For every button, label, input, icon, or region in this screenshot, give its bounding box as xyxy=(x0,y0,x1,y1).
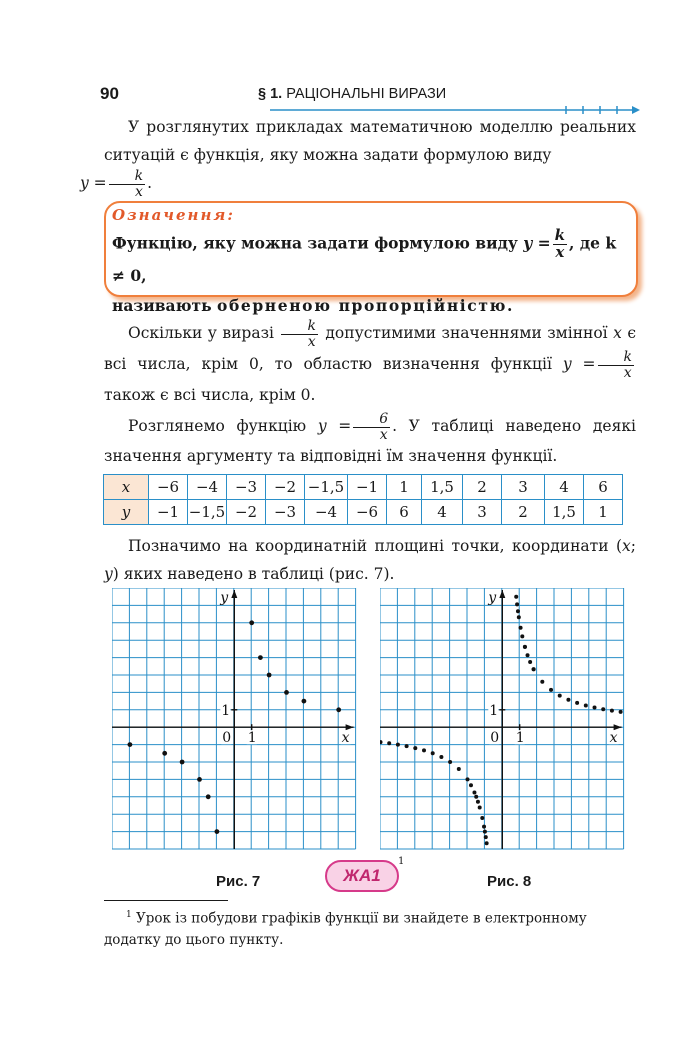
table-cell-x-0: −6 xyxy=(149,475,188,500)
fig8-curve-point-21 xyxy=(514,595,518,599)
intro-fraction xyxy=(109,169,145,199)
fig8-curve-point-6 xyxy=(431,751,435,755)
p4-text-c: ) яких наведено в таблиці (рис. 7). xyxy=(112,565,395,583)
fig8-curve-point-19 xyxy=(472,790,476,794)
zha1-logo-badge[interactable]: ЖА1 xyxy=(325,860,399,892)
domain-paragraph xyxy=(104,318,636,410)
p3-frac-num: 6 xyxy=(353,412,390,428)
fig7-point-7 xyxy=(258,655,263,660)
intro-text: У розглянутих прикладах математичною моделлю реальних ситуацій є функція, яку можна задати формулою виду xyxy=(104,118,636,164)
fig8-curve-point-5 xyxy=(422,748,426,752)
p2-func-den: x xyxy=(623,364,632,381)
fig7-point-6 xyxy=(249,620,254,625)
fig7-point-9 xyxy=(284,690,289,695)
p2-func-lhs: y = xyxy=(562,355,596,374)
definition-frac-den: x xyxy=(555,242,565,261)
table-cell-x-1: −4 xyxy=(188,475,227,500)
table-cell-y-5: −6 xyxy=(348,500,387,525)
fig8-curve-point-2 xyxy=(396,743,400,747)
fig8-curve-point-36 xyxy=(517,615,521,619)
definition-fraction xyxy=(553,228,567,261)
fig8-x-label: x xyxy=(609,730,618,747)
fig8-curve-point-11 xyxy=(474,795,478,799)
fig7-point-5 xyxy=(215,829,220,834)
definition-text-before: Функцію, яку можна задати формулою виду xyxy=(112,233,518,253)
p3-fraction xyxy=(353,412,390,442)
p3-frac-den: x xyxy=(379,426,388,443)
section-title: РАЦІОНАЛЬНІ ВИРАЗИ xyxy=(286,86,447,102)
fig8-curve-point-26 xyxy=(558,694,562,698)
table-cell-x-11: 6 xyxy=(584,475,623,500)
table-cell-y-1: −1,5 xyxy=(188,500,227,525)
table-cell-x-3: −2 xyxy=(266,475,305,500)
table-cell-y-9: 2 xyxy=(502,500,545,525)
fig7-point-11 xyxy=(336,707,341,712)
table-cell-y-10: 1,5 xyxy=(545,500,584,525)
fig7-point-10 xyxy=(302,699,307,704)
fig8-curve-point-0 xyxy=(380,740,383,744)
fig8-curve-point-32 xyxy=(610,709,614,713)
intro-formula-lhs: y = xyxy=(80,174,107,193)
logo-footnote-mark: 1 xyxy=(398,856,405,867)
fig8-curve-point-38 xyxy=(520,634,524,638)
fig7-x-label: x xyxy=(341,730,350,747)
table-cell-y-2: −2 xyxy=(227,500,266,525)
footnote-mark: 1 xyxy=(126,910,132,920)
fig8-curve-point-8 xyxy=(448,760,452,764)
fig7-origin-label: 0 xyxy=(222,730,232,747)
table-cell-y-11: 1 xyxy=(584,500,623,525)
definition-condition: , де k ≠ 0, xyxy=(112,233,617,285)
fig8-curve-point-17 xyxy=(478,806,482,810)
p2-part4: також є всі числа, крім 0. xyxy=(104,386,316,405)
plot-paragraph xyxy=(104,532,636,588)
page-number: 90 xyxy=(100,84,119,103)
p2-fraction xyxy=(281,319,317,349)
fig8-origin-label: 0 xyxy=(490,730,500,747)
fig8-curve-point-27 xyxy=(566,698,570,702)
table-cell-x-7: 1,5 xyxy=(422,475,463,500)
definition-term: оберненою пропорційністю. xyxy=(217,295,515,315)
fig8-curve-point-4 xyxy=(413,746,417,750)
p2-frac-num: k xyxy=(281,319,317,335)
p2-frac-den: x xyxy=(307,333,316,350)
p4-text-b: ; xyxy=(630,537,636,555)
p2-func-num: k xyxy=(598,350,634,366)
p3-func-lhs: y = xyxy=(317,417,352,436)
fig7-y-arrow xyxy=(231,590,237,598)
fig7-point-8 xyxy=(267,673,272,678)
fig8-curve-point-30 xyxy=(593,706,597,710)
fig8-curve-point-14 xyxy=(484,835,488,839)
figure-8-caption: Рис. 8 xyxy=(487,873,532,890)
fig8-curve-point-37 xyxy=(519,626,523,630)
fig7-x-unit-label: 1 xyxy=(247,730,257,747)
fig8-curve-point-34 xyxy=(515,602,519,606)
p2-func-fraction xyxy=(598,350,634,380)
fig7-point-3 xyxy=(197,777,202,782)
fig8-curve-point-33 xyxy=(619,710,623,714)
fig8-curve-point-28 xyxy=(575,701,579,705)
fig8-curve-point-35 xyxy=(516,609,520,613)
fig8-curve-point-10 xyxy=(466,777,470,781)
table-header-y: y xyxy=(104,500,149,525)
fig8-curve-point-31 xyxy=(601,707,605,711)
table-cell-x-10: 4 xyxy=(545,475,584,500)
p3-part1: Розглянемо функцію xyxy=(128,417,307,436)
fig8-curve-point-16 xyxy=(480,816,484,820)
table-header-x: x xyxy=(104,475,149,500)
fig8-curve-point-12 xyxy=(483,830,487,834)
p4-var-x: x xyxy=(622,537,631,555)
p4-text-a: Позначимо на координатній площині точки, координати ( xyxy=(128,537,623,555)
p4-var-y: y xyxy=(104,565,113,583)
fig8-curve-point-20 xyxy=(469,783,473,787)
table-cell-y-0: −1 xyxy=(149,500,188,525)
fig7-point-4 xyxy=(206,794,211,799)
function-paragraph xyxy=(104,412,636,470)
footnote xyxy=(104,905,636,951)
fig8-curve-point-7 xyxy=(439,755,443,759)
fig7-y-unit-label: 1 xyxy=(221,702,231,719)
table-cell-x-2: −3 xyxy=(227,475,266,500)
table-cell-y-8: 3 xyxy=(463,500,502,525)
figure-8-graph xyxy=(380,588,625,852)
fig8-curve-point-24 xyxy=(540,680,544,684)
footnote-text: Урок із побудови графіків функції ви знайдете в електронному додатку до цього пункту. xyxy=(104,910,587,948)
table-cell-y-3: −3 xyxy=(266,500,305,525)
definition-text xyxy=(112,228,632,321)
fig8-curve-point-13 xyxy=(485,841,489,845)
fig8-y-unit-label: 1 xyxy=(489,702,499,719)
table-cell-x-5: −1 xyxy=(348,475,387,500)
intro-paragraph xyxy=(80,113,636,200)
footnote-divider xyxy=(104,900,228,901)
fig8-curve-point-1 xyxy=(387,741,391,745)
fig8-curve-point-42 xyxy=(532,667,536,671)
fig8-curve-point-41 xyxy=(528,660,532,664)
fig8-curve-point-39 xyxy=(523,645,527,649)
table-cell-y-6: 6 xyxy=(387,500,422,525)
section-mark: § 1. xyxy=(258,86,283,102)
table-cell-x-4: −1,5 xyxy=(305,475,348,500)
definition-formula-lhs: y = xyxy=(523,233,551,253)
intro-frac-num: k xyxy=(109,169,145,185)
table-cell-y-4: −4 xyxy=(305,500,348,525)
table-cell-x-9: 3 xyxy=(502,475,545,500)
fig8-curve-point-18 xyxy=(476,800,480,804)
fig8-curve-point-3 xyxy=(405,744,409,748)
intro-frac-den: x xyxy=(134,183,143,200)
fig8-curve-point-40 xyxy=(526,653,530,657)
p3-part2: . У таблиці наведено деякі значення аргументу та відповідні їм значення функції. xyxy=(104,417,636,466)
table-row-y xyxy=(104,500,623,525)
table-cell-x-6: 1 xyxy=(387,475,422,500)
fig8-y-arrow xyxy=(499,590,505,598)
p2-part2: допустимими значеннями змінної xyxy=(325,324,608,342)
fig8-curve-point-29 xyxy=(584,703,588,707)
fig8-y-label: y xyxy=(488,590,497,606)
p2-part3: є всі числа, крім 0, то областю визначення функції xyxy=(104,324,636,374)
fig8-curve-point-25 xyxy=(549,688,553,692)
section-heading xyxy=(258,86,446,102)
fig7-point-0 xyxy=(128,742,133,747)
definition-frac-num: k xyxy=(554,226,566,244)
p2-var: x xyxy=(613,324,622,342)
intro-formula-end: . xyxy=(147,174,153,193)
fig8-curve-point-15 xyxy=(482,825,486,829)
fig7-point-2 xyxy=(180,760,185,765)
figure-7-caption: Рис. 7 xyxy=(216,873,261,890)
definition-line2: називають xyxy=(112,295,212,315)
definition-label: Означення: xyxy=(112,206,235,224)
table-cell-x-8: 2 xyxy=(463,475,502,500)
fig7-y-label: y xyxy=(220,590,229,606)
fig8-x-unit-label: 1 xyxy=(515,730,525,747)
table-cell-y-7: 4 xyxy=(422,500,463,525)
fig7-point-1 xyxy=(162,751,167,756)
p2-part1: Оскільки у виразі xyxy=(128,324,274,342)
table-row-x xyxy=(104,475,623,500)
fig8-curve-point-9 xyxy=(457,767,461,771)
figure-7-graph xyxy=(112,588,357,852)
values-table xyxy=(103,474,623,525)
